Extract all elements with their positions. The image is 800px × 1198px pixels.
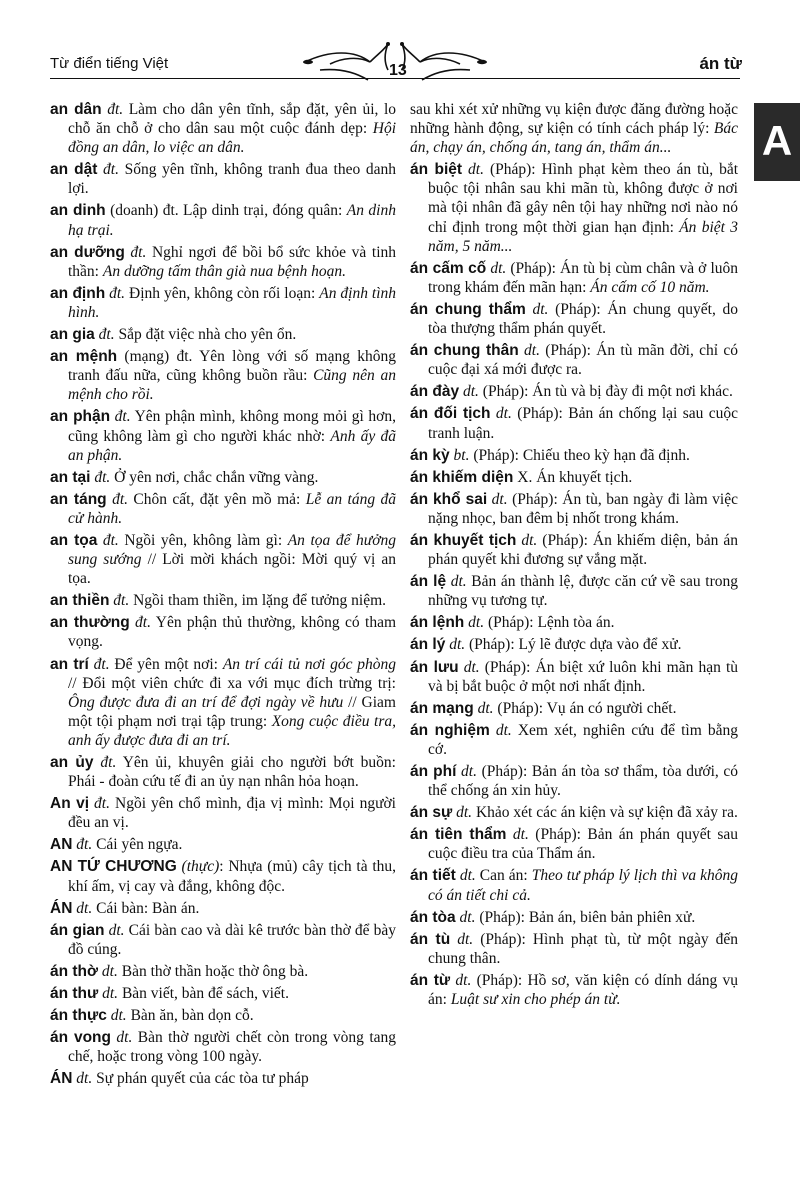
part-of-speech: đt. bbox=[76, 836, 93, 854]
part-of-speech: dt. bbox=[116, 1029, 133, 1047]
definition-text: (Pháp): Lệnh tòa án. bbox=[484, 614, 615, 632]
definition-text: Cái yên ngựa. bbox=[92, 836, 183, 854]
headword: án thờ bbox=[50, 962, 99, 980]
definition-text: (Pháp): Bản án phán quyết sau cuộc điều tra của Thẩm án. bbox=[428, 826, 738, 863]
dictionary-entry bbox=[50, 468, 396, 487]
headword: an tọa bbox=[50, 531, 98, 549]
dictionary-entry bbox=[410, 341, 738, 379]
definition-text: Yên phận mình, không mong mỏi gì hơn, cũng không làm gì cho người khác nhờ: bbox=[68, 408, 396, 445]
part-of-speech: dt. bbox=[110, 1007, 127, 1025]
dictionary-entry bbox=[50, 284, 396, 322]
definition-text: Làm cho dân yên tĩnh, sắp đặt, yên ủi, lo chỗ ăn chỗ ở cho dân sau một cuộc đánh dẹp: bbox=[68, 101, 397, 138]
dictionary-entry bbox=[410, 825, 738, 863]
definition-text: (Pháp): Hình phạt tù, từ một ngày đến chung thân. bbox=[428, 930, 739, 967]
definition-text: Ngồi tham thiền, im lặng để tưởng niệm. bbox=[129, 592, 387, 610]
definition-text: Định yên, không còn rối loạn: bbox=[125, 284, 320, 302]
headword: án lý bbox=[410, 636, 446, 654]
dictionary-entry bbox=[410, 531, 738, 569]
running-head: án từ bbox=[699, 54, 742, 73]
part-of-speech: đt. bbox=[130, 243, 147, 261]
definition-text: sau khi xét xử những vụ kiện được đăng đường hoặc những hành động, sự kiện có tính cách pháp lý: bbox=[410, 101, 738, 138]
dictionary-entry bbox=[50, 100, 396, 157]
definition-text: Sống yên tĩnh, không tranh đua theo danh lợi. bbox=[68, 161, 396, 198]
part-of-speech: dt. bbox=[495, 405, 512, 423]
part-of-speech: dt. bbox=[521, 531, 538, 549]
part-of-speech: dt. bbox=[532, 300, 549, 318]
part-of-speech: đt. bbox=[112, 490, 128, 508]
definition-text: Để yên một nơi: bbox=[109, 655, 223, 673]
dictionary-entry bbox=[410, 160, 738, 255]
part-of-speech: dt. bbox=[463, 658, 480, 676]
definition-text: (mạng) đt. Yên lòng với số mạng không tranh đấu nữa, cũng không buồn rầu: bbox=[68, 348, 397, 385]
part-of-speech: đt. bbox=[102, 531, 119, 549]
dictionary-entry bbox=[410, 721, 738, 759]
definition-text: Bàn ăn, bàn dọn cỗ. bbox=[126, 1007, 254, 1025]
headword: án kỳ bbox=[410, 446, 450, 464]
dictionary-entry bbox=[410, 635, 738, 654]
headword: án khổ sai bbox=[410, 490, 488, 508]
example-text: Cũng nên an mệnh cho rồi. bbox=[68, 367, 396, 404]
definition-text: (Pháp): Bản án chống lại sau cuộc tranh luận. bbox=[428, 405, 739, 442]
dictionary-entry bbox=[50, 160, 396, 198]
headword: án tiết bbox=[410, 867, 456, 885]
definition-text: Yên ủi, khuyên giải cho người bớt buồn: Phái - đoàn cứu tế đi an ủy nạn nhân hỏa hoạn. bbox=[68, 754, 396, 791]
dictionary-entry bbox=[410, 572, 738, 610]
example-text: Án biệt 3 năm, 5 năm... bbox=[428, 218, 738, 255]
part-of-speech: đt. bbox=[93, 655, 110, 673]
headword: an định bbox=[50, 284, 106, 302]
part-of-speech: dt. bbox=[108, 921, 125, 939]
thumb-index-tab bbox=[754, 103, 800, 181]
dictionary-entry bbox=[50, 325, 396, 344]
definition-text: (Pháp): Án tù và bị đày đi một nơi khác. bbox=[478, 383, 733, 401]
headword: an dân bbox=[50, 101, 102, 118]
headword: án đối tịch bbox=[410, 405, 491, 423]
part-of-speech: dt. bbox=[450, 573, 467, 591]
dictionary-entry bbox=[50, 655, 396, 750]
headword: án chung thân bbox=[410, 342, 519, 360]
definition-text: X. Án khuyết tịch. bbox=[513, 468, 633, 486]
headword: án mạng bbox=[410, 699, 474, 717]
part-of-speech: đt. bbox=[98, 326, 115, 344]
definition-text: Can án: bbox=[475, 867, 532, 885]
definition-text: Ngồi yên, không làm gì: bbox=[118, 531, 288, 549]
definition-text: Ngồi yên chổ mình, địa vị mình: Mọi người đều an vị. bbox=[68, 795, 396, 832]
example-text: An định tình hình. bbox=[68, 284, 396, 321]
headword: an mệnh bbox=[50, 348, 118, 366]
header-rule bbox=[50, 78, 740, 79]
dictionary-entry bbox=[50, 984, 396, 1003]
definition-text: (Pháp): Án tù bị cùm chân và ở luôn trong khám đến mãn hạn: bbox=[428, 259, 739, 296]
headword: án cấm cố bbox=[410, 259, 487, 277]
dictionary-entry bbox=[50, 794, 396, 832]
example-text: Anh ấy đã an phận. bbox=[68, 427, 396, 464]
headword: án từ bbox=[410, 971, 451, 989]
part-of-speech: đt. bbox=[114, 408, 131, 426]
headword: AN TỨ CHƯƠNG bbox=[50, 858, 177, 876]
dictionary-entry bbox=[50, 1028, 396, 1066]
headword: an dưỡng bbox=[50, 243, 125, 261]
example-text: An dinh hạ trại. bbox=[68, 202, 396, 239]
headword: án tòa bbox=[410, 908, 456, 926]
part-of-speech: dt. bbox=[512, 826, 529, 844]
definition-text: : Nhựa (mủ) cây tịch tà thu, khí ấm, vị cay và đắng, không độc. bbox=[68, 858, 397, 895]
dictionary-entry bbox=[50, 899, 396, 918]
definition-text: Bản án thành lệ, được căn cứ về sau trong những vụ tương tự. bbox=[428, 573, 738, 610]
headword: án vong bbox=[50, 1029, 111, 1047]
definition-text: Cái bàn cao và dài kê trước bàn thờ để bày đồ cúng. bbox=[68, 921, 397, 958]
part-of-speech: đt. bbox=[135, 614, 151, 632]
headword: án nghiệm bbox=[410, 721, 490, 739]
book-title: Từ điển tiếng Việt bbox=[50, 55, 169, 72]
headword: an dinh bbox=[50, 202, 106, 220]
definition-text: Xem xét, nghiên cứu để tìm bằng cớ. bbox=[428, 721, 738, 758]
part-of-speech: đt. bbox=[94, 795, 110, 813]
definition-text: (Pháp): Án chung quyết, do tòa thượng thẩm phán quyết. bbox=[428, 300, 739, 338]
left-column bbox=[50, 100, 396, 1092]
example-text: Bác án, chạy án, chống án, tang án, thẩm án... bbox=[410, 120, 738, 157]
definition-text: (Pháp): Án biệt xứ luôn khi mãn hạn tù và bị bắt buộc ở một nơi nhất định. bbox=[428, 658, 739, 695]
dictionary-entry bbox=[50, 835, 396, 854]
dictionary-entry bbox=[410, 404, 738, 442]
part-of-speech: dt. bbox=[457, 930, 474, 948]
part-of-speech: dt. bbox=[491, 490, 508, 508]
headword: an thiền bbox=[50, 592, 110, 610]
headword: ÁN bbox=[50, 899, 73, 917]
dictionary-entry bbox=[410, 866, 738, 904]
headword: án lưu bbox=[410, 658, 459, 676]
definition-text: (Pháp): Lý lẽ được dựa vào để xử. bbox=[465, 636, 682, 654]
headword: án thư bbox=[50, 985, 99, 1003]
dictionary-entry bbox=[50, 243, 396, 281]
headword: an dật bbox=[50, 161, 98, 179]
headword: án biệt bbox=[410, 161, 463, 179]
example-text: An tọa để hưởng sung sướng bbox=[68, 531, 396, 569]
headword: án phí bbox=[410, 763, 457, 780]
definition-text: Khảo xét các án kiện và sự kiện đã xảy ra. bbox=[472, 804, 738, 822]
dictionary-entry bbox=[410, 658, 738, 696]
part-of-speech: (thực) bbox=[181, 858, 220, 876]
definition-text: Yên phận thủ thường, không có tham vọng. bbox=[68, 614, 396, 651]
part-of-speech: bt. bbox=[453, 446, 470, 464]
dictionary-entry bbox=[50, 201, 396, 239]
definition-text: (Pháp): Hình phạt kèm theo án tù, bắt buộc tội nhân sau khi mãn tù, không được ở nơi mà tội nhân đã gây nên tội hay những nơi nào nó chỉ định trong một thời gian hạn định: bbox=[428, 161, 739, 236]
headword: an phận bbox=[50, 408, 111, 426]
part-of-speech: dt. bbox=[459, 867, 476, 885]
example-text: Án cấm cố 10 năm. bbox=[590, 278, 710, 296]
definition-text: Bàn thờ thần hoặc thờ ông bà. bbox=[117, 962, 309, 980]
headword: án lệ bbox=[410, 573, 447, 591]
dictionary-entry bbox=[50, 591, 396, 610]
dictionary-entry bbox=[410, 490, 738, 528]
dictionary-entry bbox=[410, 382, 738, 401]
headword: An vị bbox=[50, 795, 90, 813]
part-of-speech: đt. bbox=[113, 592, 130, 610]
definition-text: (Pháp): Án tù mãn đời, chỉ có cuộc đại xá mới được ra. bbox=[428, 342, 739, 379]
definition-text: Cái bàn: Bàn án. bbox=[92, 899, 200, 917]
headword: án gian bbox=[50, 921, 105, 939]
dictionary-entry bbox=[50, 1069, 396, 1088]
definition-text: (Pháp): Vụ án có người chết. bbox=[493, 699, 677, 717]
part-of-speech: đt. bbox=[100, 754, 117, 771]
headword: án đày bbox=[410, 383, 460, 401]
part-of-speech: dt. bbox=[462, 383, 479, 401]
part-of-speech: dt. bbox=[449, 636, 466, 654]
part-of-speech: dt. bbox=[461, 763, 477, 780]
example-text: Ông được đưa đi an trí để đợi ngày về hưu bbox=[68, 693, 344, 711]
dictionary-entry bbox=[50, 753, 396, 791]
definition-text: // Đổi một viên chức đi xa với mục đích trừng trị: bbox=[68, 674, 396, 692]
headword: an trí bbox=[50, 655, 89, 673]
definition-text: Sắp đặt việc nhà cho yên ổn. bbox=[114, 326, 297, 344]
headword: an táng bbox=[50, 490, 107, 508]
example-text: An trí cái tủ nơi góc phòng bbox=[222, 655, 397, 673]
dictionary-entry bbox=[50, 1006, 396, 1025]
example-text: Luật sư xin cho phép án từ. bbox=[450, 991, 621, 1009]
definition-text: (Pháp): Hồ sơ, văn kiện có dính dáng vụ án: bbox=[428, 971, 739, 1009]
headword: án khiếm diện bbox=[410, 468, 514, 486]
headword: án tiên thẩm bbox=[410, 826, 507, 844]
headword: án tù bbox=[410, 930, 451, 948]
example-text: Xong cuộc điều tra, anh ấy được đưa đi an trí. bbox=[68, 712, 396, 749]
part-of-speech: dt. bbox=[490, 259, 507, 277]
part-of-speech: đt. bbox=[109, 284, 126, 302]
dictionary-entry bbox=[410, 613, 738, 632]
definition-text: (doanh) đt. Lập dinh trại, đóng quân: bbox=[105, 202, 347, 220]
definition-text: Nghỉ ngơi để bồi bổ sức khỏe và tinh thần: bbox=[68, 243, 397, 280]
example-text: An dưỡng tấm thân già nua bệnh hoạn. bbox=[102, 262, 347, 280]
headword: an thường bbox=[50, 614, 130, 632]
headword: ÁN bbox=[50, 1070, 73, 1088]
right-column bbox=[410, 100, 738, 1012]
dictionary-entry bbox=[410, 908, 738, 927]
part-of-speech: dt. bbox=[455, 971, 472, 989]
definition-text: Sự phán quyết của các tòa tư pháp bbox=[92, 1070, 309, 1088]
headword: án sự bbox=[410, 804, 453, 822]
definition-text: Chôn cất, đặt yên mồ mả: bbox=[128, 490, 306, 508]
part-of-speech: dt. bbox=[76, 899, 93, 917]
definition-text: (Pháp): Án tù, ban ngày đi làm việc nặng nhọc, ban đêm bị nhốt trong khám. bbox=[428, 490, 738, 527]
dictionary-entry bbox=[410, 100, 738, 157]
part-of-speech: đt. bbox=[107, 101, 124, 118]
part-of-speech: đt. bbox=[103, 161, 119, 179]
page-header bbox=[0, 0, 800, 100]
part-of-speech: dt. bbox=[76, 1070, 93, 1088]
dictionary-entry bbox=[50, 407, 396, 464]
example-text: Hội đồng an dân, lo việc an dân. bbox=[68, 120, 396, 157]
dictionary-entry bbox=[410, 971, 738, 1009]
headword: án khuyết tịch bbox=[410, 531, 517, 549]
dictionary-entry bbox=[410, 300, 738, 338]
definition-text: (Pháp): Án khiếm diện, bản án phán quyết khi đương sự vắng mặt. bbox=[428, 531, 739, 569]
headword: an gia bbox=[50, 326, 95, 344]
part-of-speech: dt. bbox=[524, 342, 540, 360]
dictionary-entry bbox=[50, 613, 396, 651]
headword: án thực bbox=[50, 1007, 107, 1025]
part-of-speech: dt. bbox=[495, 721, 512, 739]
page-number: 13 bbox=[389, 62, 407, 79]
dictionary-entry bbox=[410, 259, 738, 297]
part-of-speech: đt. bbox=[94, 468, 111, 486]
dictionary-entry bbox=[410, 762, 738, 800]
dictionary-entry bbox=[410, 468, 738, 487]
part-of-speech: dt. bbox=[102, 985, 119, 1003]
part-of-speech: dt. bbox=[477, 699, 494, 717]
headword: an tại bbox=[50, 468, 91, 486]
definition-text: Bàn viết, bàn để sách, viết. bbox=[118, 985, 289, 1003]
dictionary-entry bbox=[50, 857, 396, 895]
dictionary-entry bbox=[50, 962, 396, 981]
dictionary-entry bbox=[410, 930, 738, 968]
dictionary-entry bbox=[410, 446, 738, 465]
headword: AN bbox=[50, 836, 73, 854]
dictionary-entry bbox=[50, 531, 396, 588]
part-of-speech: dt. bbox=[459, 908, 476, 926]
definition-text: // Lời mời khách ngồi: Mời quý vị an tọa. bbox=[68, 551, 396, 588]
definition-text: (Pháp): Bản án tòa sơ thẩm, tòa dưới, có thể chống án xin hủy. bbox=[428, 763, 739, 800]
dictionary-entry bbox=[50, 347, 396, 404]
definition-text: // Giam một tội phạm nơi trại tập trung: bbox=[68, 693, 396, 730]
part-of-speech: dt. bbox=[468, 161, 484, 179]
part-of-speech: dt. bbox=[101, 962, 118, 980]
definition-text: Ở yên nơi, chắc chắn vững vàng. bbox=[110, 468, 319, 486]
dictionary-entry bbox=[50, 921, 396, 959]
dictionary-entry bbox=[50, 490, 396, 528]
part-of-speech: dt. bbox=[456, 804, 473, 822]
dictionary-entry bbox=[410, 803, 738, 822]
headword: án lệnh bbox=[410, 614, 465, 632]
part-of-speech: dt. bbox=[468, 614, 485, 632]
definition-text: (Pháp): Bản án, biên bản phiên xử. bbox=[475, 908, 696, 926]
definition-text: (Pháp): Chiếu theo kỳ hạn đã định. bbox=[469, 446, 690, 464]
example-text: Theo tư pháp lý lịch thì va không có án tiết chi cả. bbox=[428, 867, 738, 904]
definition-text: Bàn thờ người chết còn trong vòng tang chế, hoặc trong vòng 100 ngày. bbox=[68, 1029, 397, 1066]
headword: an ủy bbox=[50, 754, 94, 771]
example-text: Lễ an táng đã cử hành. bbox=[68, 490, 397, 527]
dictionary-entry bbox=[410, 699, 738, 718]
thumb-letter: A bbox=[761, 117, 793, 164]
headword: án chung thẩm bbox=[410, 300, 526, 318]
